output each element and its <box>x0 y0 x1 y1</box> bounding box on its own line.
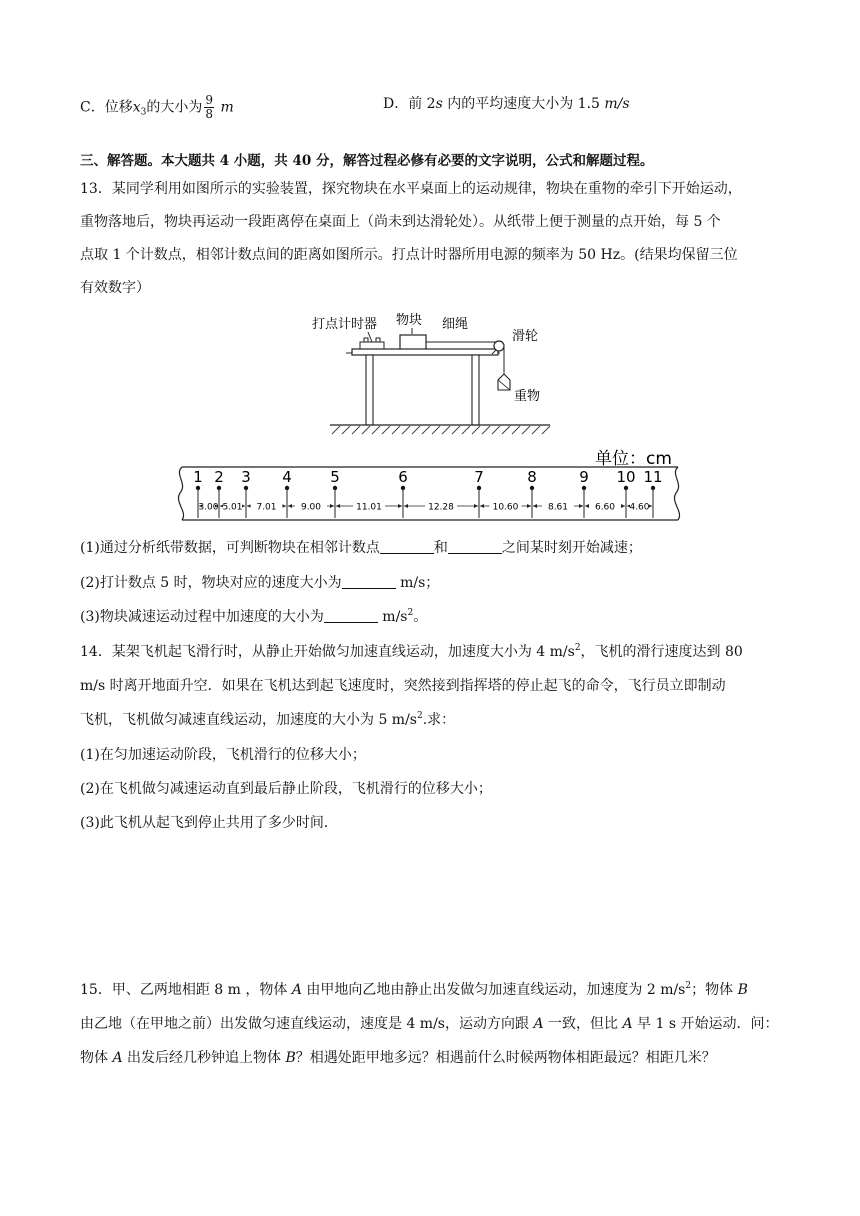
q15-line-2 <box>80 1014 779 1034</box>
option-c-mid: 的大小为 <box>146 99 203 116</box>
tape-point-label: 1 <box>193 468 203 486</box>
q15-l1a: 15．甲、乙两地相距 8 m ，物体 <box>80 982 292 998</box>
tape-unit: 单位：cm <box>595 449 672 469</box>
answer-blank-3[interactable] <box>342 574 396 589</box>
q15-line-3 <box>80 1048 716 1068</box>
q14-line-3 <box>80 710 455 730</box>
apparatus-diagram <box>300 308 560 440</box>
tape-arrow <box>480 504 484 508</box>
tape-arrow <box>282 504 286 508</box>
q13-sub3-text: (3)物块减速运动过程中加速度的大小为 <box>80 609 324 625</box>
fraction-den: 8 <box>205 107 213 121</box>
unit-m: m <box>220 99 234 116</box>
tape-arrow <box>336 504 340 508</box>
tape-point-label: 10 <box>616 468 636 486</box>
q15-l3b: 出发后经几秒钟追上物体 <box>122 1050 286 1066</box>
tape-arrow <box>474 504 478 508</box>
q15-l1c: ；物体 <box>691 982 738 998</box>
tape-arrow <box>527 504 531 508</box>
section-heading: 三、解答题。本大题共 4 小题，共 40 分，解答过程必修有必要的文字说明，公式和解题过程。 <box>80 153 654 169</box>
answer-blank-1[interactable] <box>380 539 434 554</box>
tape-distance-label: 3.00 <box>198 502 219 513</box>
answer-blank-4[interactable] <box>324 608 378 623</box>
tape-distance-label: 5.01 <box>222 502 243 513</box>
tape-point-label: 9 <box>579 468 589 486</box>
var-x: x <box>132 99 141 116</box>
q13-sub2-text: (2)打计数点 5 时，物块对应的速度大小为 <box>80 575 342 591</box>
q13-line-1: 13．某同学利用如图所示的实验装置，探究物块在水平桌面上的运动规律，物块在重物的牵引下开始运动， <box>80 181 742 197</box>
tape-arrow <box>621 504 625 508</box>
fraction-num: 9 <box>205 93 213 107</box>
q14-line-3b: .求： <box>422 712 456 728</box>
option-d <box>383 94 630 114</box>
tape-point-label: 4 <box>282 468 292 486</box>
q15-line-1 <box>80 980 748 1000</box>
tape-arrow <box>533 504 537 508</box>
label-timer: 打点计时器 <box>312 317 378 332</box>
q14-line-2: m/s 时离开地面升空．如果在飞机达到起飞速度时，突然接到指挥塔的停止起飞的命令，飞行员立即制动 <box>80 678 726 694</box>
var-B: B <box>737 982 748 998</box>
option-c-prefix: C．位移 <box>80 99 133 116</box>
label-rope: 细绳 <box>442 317 469 332</box>
tape-distance-label: 12.28 <box>428 502 454 513</box>
unit-ms: m/s <box>604 96 630 112</box>
sup-2: 2 <box>407 608 414 618</box>
var-A: A <box>533 1016 544 1032</box>
tape-distance-label: 6.60 <box>594 502 616 513</box>
tape-distance-label: 7.01 <box>256 502 277 513</box>
tape-point-label: 6 <box>398 468 408 486</box>
option-d-text: 内的平均速度大小为 1.5 <box>442 96 605 112</box>
tape-arrow <box>288 504 292 508</box>
var-B: B <box>285 1050 296 1066</box>
fraction <box>204 94 214 121</box>
var-A: A <box>112 1050 123 1066</box>
tape-distance-label: 11.01 <box>356 502 382 513</box>
q14-line-1b: ，飞机的滑行速度达到 80 <box>580 644 743 660</box>
q13-line-2: 重物落地后，物块再运动一段距离停在桌面上（尚未到达滑轮处）。从纸带上便于测量的点开始，每 5 个 <box>80 214 721 230</box>
sub-3: 3 <box>140 107 147 118</box>
sup-2: 2 <box>416 711 423 721</box>
tape-point-label: 3 <box>241 468 251 486</box>
q13-sub3-unit: m/s <box>377 609 408 625</box>
q14-sub3: (3)此飞机从起飞到停止共用了多少时间． <box>80 815 338 831</box>
tape-point-label: 8 <box>527 468 537 486</box>
q13-line-3: 点取 1 个计数点，相邻计数点间的距离如图所示。打点计时器所用电源的频率为 50 Hz。(结果均保留三位 <box>80 247 738 263</box>
q13-sub3-tail: 。 <box>413 609 428 625</box>
tape-distance-label: 10.60 <box>492 502 519 513</box>
tape-arrow <box>585 504 589 508</box>
sup-2: 2 <box>685 981 692 991</box>
option-c <box>80 94 234 121</box>
tape-arrow <box>330 504 334 508</box>
q15-l2b: 一致，但比 <box>543 1016 623 1032</box>
q14-sub1: (1)在匀加速运动阶段，飞机滑行的位移大小； <box>80 747 366 763</box>
var-A: A <box>291 982 302 998</box>
q14-sub2: (2)在飞机做匀减速运动直到最后静止阶段，飞机滑行的位移大小； <box>80 781 492 797</box>
tape-arrow <box>398 504 402 508</box>
q14-line-1a: 14．某架飞机起飞滑行时，从静止开始做匀加速直线运动，加速度大小为 4 m/s <box>80 644 575 660</box>
q13-sub1-text: (1)通过分析纸带数据，可判断物块在相邻计数点 <box>80 540 380 556</box>
paper-tape <box>170 440 690 532</box>
q13-sub2 <box>80 573 439 593</box>
tape-distance-label: 4.60 <box>629 502 650 513</box>
q14-line-3a: 飞机，飞机做匀减速直线运动，加速度的大小为 5 m/s <box>80 712 417 728</box>
q15-l2a: 由乙地（在甲地之前）出发做匀速直线运动，速度是 4 m/s，运动方向跟 <box>80 1016 534 1032</box>
label-weight: 重物 <box>514 389 541 404</box>
tape-point-label: 2 <box>214 468 224 486</box>
sup-2: 2 <box>574 643 581 653</box>
answer-blank-2[interactable] <box>448 539 502 554</box>
q13-sub1-and: 和 <box>433 540 448 556</box>
tape-arrow <box>404 504 408 508</box>
tape-point-label: 11 <box>643 468 663 486</box>
q13-sub2-unit: m/s； <box>395 575 440 591</box>
tape-point-label: 5 <box>330 468 340 486</box>
q13-sub3 <box>80 607 427 627</box>
q15-l3c: ？相遇处距甲地多远？相遇前什么时候两物体相距最远？相距几米？ <box>295 1050 716 1066</box>
q15-l3a: 物体 <box>80 1050 113 1066</box>
tape-distance-label: 8.61 <box>547 502 569 513</box>
var-s: s <box>435 96 443 112</box>
q13-sub1-tail: 之间某时刻开始减速； <box>501 540 642 556</box>
tape-arrow <box>247 504 251 508</box>
q13-sub1 <box>80 538 642 558</box>
q13-line-4: 有效数字） <box>80 280 150 296</box>
label-block: 物块 <box>396 313 423 328</box>
q15-l2c: 早 1 s 开始运动．问： <box>632 1016 779 1032</box>
option-d-prefix: D．前 2 <box>383 96 436 112</box>
tape-point-label: 7 <box>474 468 484 486</box>
var-A: A <box>622 1016 633 1032</box>
label-pulley: 滑轮 <box>512 329 539 344</box>
q14-line-1 <box>80 642 743 662</box>
tape-arrow <box>579 504 583 508</box>
q15-l1b: 由甲地向乙地由静止出发做匀加速直线运动，加速度为 2 m/s <box>301 982 686 998</box>
tape-distance-label: 9.00 <box>300 502 322 513</box>
